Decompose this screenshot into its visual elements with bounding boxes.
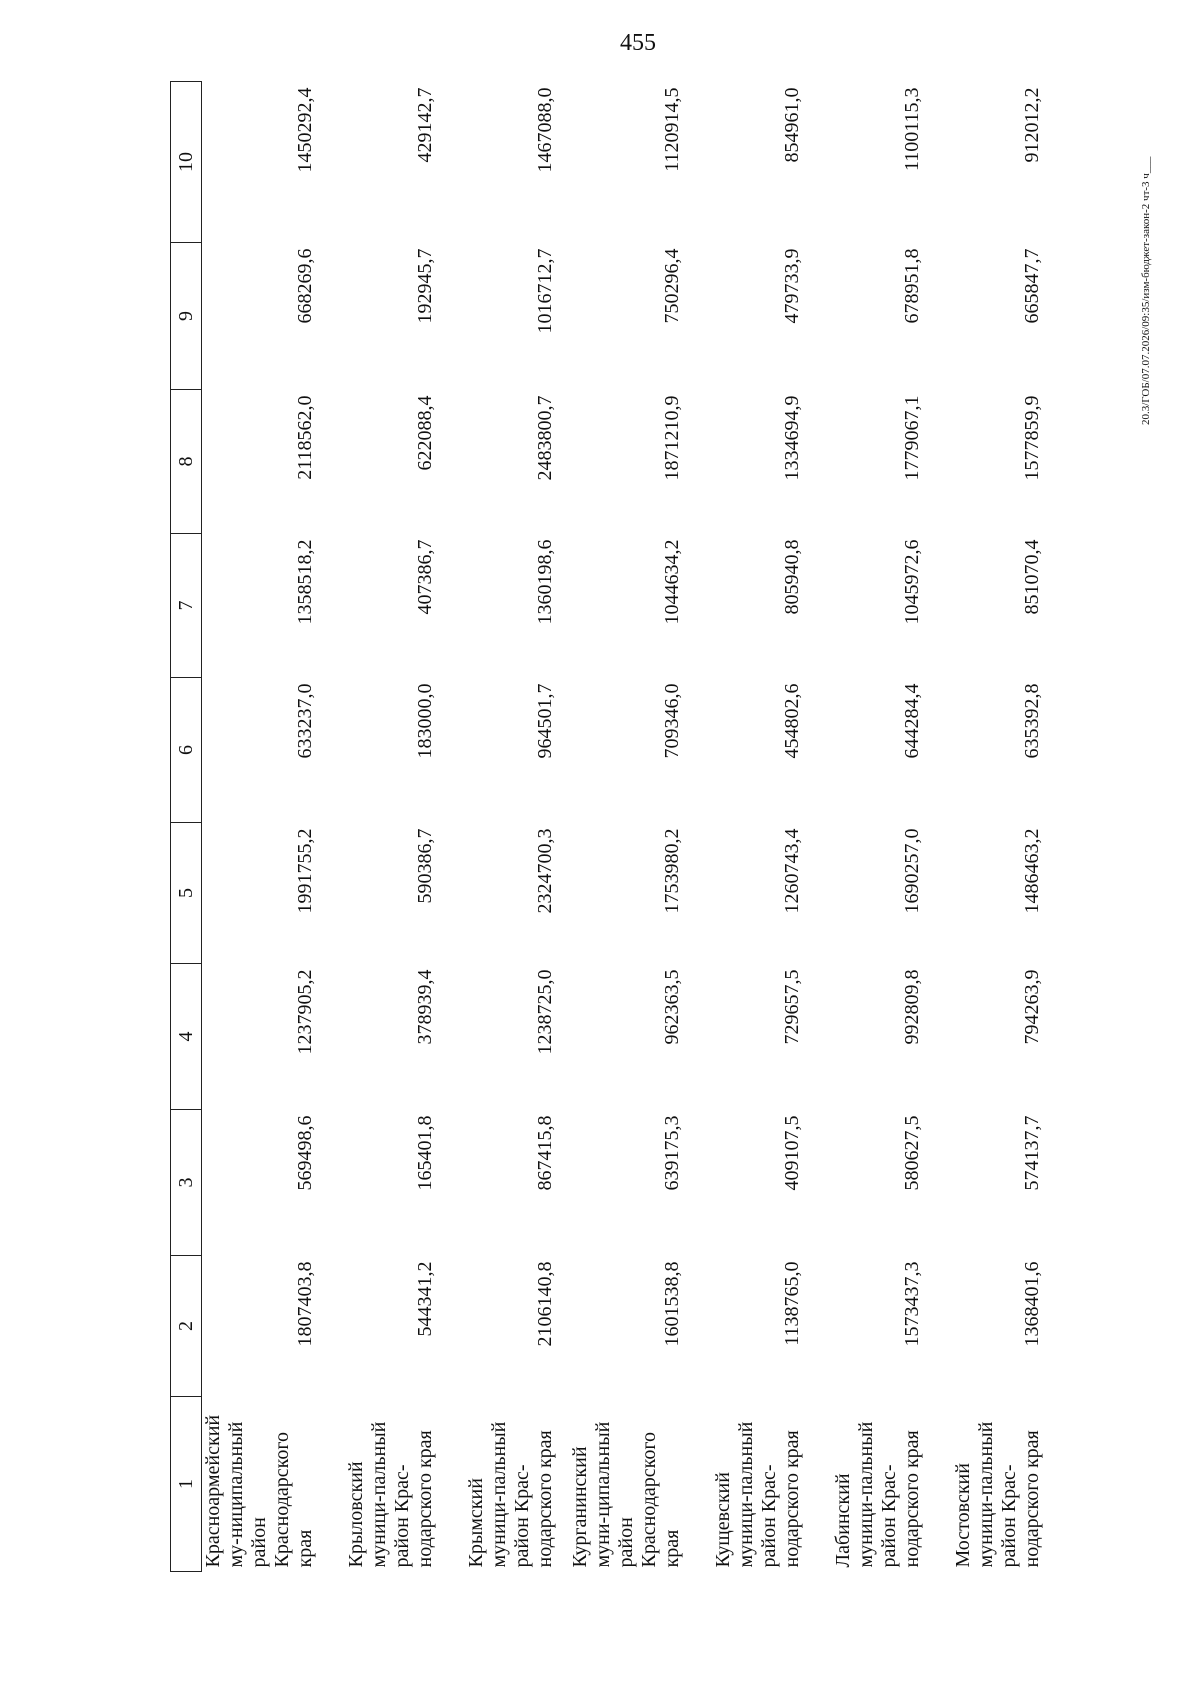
value-cell: 580627,5 [901, 1115, 923, 1191]
region-name: Красноармейский му-ниципальный район Краснодарского края [202, 1414, 316, 1568]
value-cell: 1260743,4 [781, 828, 803, 914]
value-cell: 1138765,0 [781, 1261, 803, 1346]
value-cell: 1120914,5 [661, 87, 683, 172]
table-row [569, 82, 696, 1572]
value-cell: 854961,0 [781, 87, 803, 163]
value-cell: 635392,8 [1021, 683, 1043, 759]
table-row [816, 82, 936, 1572]
column-header: 10 [171, 82, 202, 243]
value-cell: 1044634,2 [661, 539, 683, 625]
value-cell: 709346,0 [661, 683, 683, 759]
value-cell: 1368401,6 [1021, 1261, 1043, 1347]
value-cell: 633237,0 [294, 683, 316, 759]
value-cell: 750296,4 [661, 248, 683, 324]
value-cell: 590386,7 [414, 828, 436, 904]
value-cell: 867415,8 [534, 1115, 556, 1191]
value-cell: 1467088,0 [534, 87, 556, 173]
table-row [936, 82, 1056, 1572]
value-cell: 1486463,2 [1021, 828, 1043, 914]
region-name: Кущевский муници-пальный район Крас-нодарского края [712, 1421, 803, 1568]
value-cell: 1334694,9 [781, 395, 803, 481]
value-cell: 479733,9 [781, 248, 803, 324]
value-cell: 964501,7 [534, 683, 556, 759]
value-cell: 644284,4 [901, 683, 923, 759]
value-cell: 1573437,3 [901, 1261, 923, 1347]
value-cell: 409107,5 [781, 1115, 803, 1191]
column-header: 3 [171, 1110, 202, 1256]
value-cell: 1358518,2 [294, 539, 316, 625]
value-cell: 1237905,2 [294, 969, 316, 1055]
table-row [202, 82, 330, 1572]
value-cell: 1753980,2 [661, 828, 683, 914]
table-row [449, 82, 569, 1572]
column-header: 5 [171, 823, 202, 964]
value-cell: 2118562,0 [294, 395, 316, 480]
value-cell: 639175,3 [661, 1115, 683, 1191]
value-cell: 1991755,2 [294, 828, 316, 914]
value-cell: 962363,5 [661, 969, 683, 1045]
column-header: 6 [171, 678, 202, 823]
region-name: Крымский муници-пальный район Крас-нодарского края [465, 1421, 556, 1568]
value-cell: 574137,7 [1021, 1115, 1043, 1191]
column-header: 7 [171, 534, 202, 678]
value-cell: 1016712,7 [534, 248, 556, 334]
budget-table [170, 81, 1056, 1572]
region-name: Курганинский муни-ципальный район Краснодарского края [569, 1421, 683, 1568]
value-cell: 378939,4 [414, 969, 436, 1045]
value-cell: 912012,2 [1021, 87, 1043, 163]
column-header: 4 [171, 964, 202, 1110]
value-cell: 429142,7 [414, 87, 436, 163]
value-cell: 1360198,6 [534, 539, 556, 625]
value-cell: 665847,7 [1021, 248, 1043, 324]
value-cell: 1690257,0 [901, 828, 923, 914]
value-cell: 1779067,1 [901, 395, 923, 481]
value-cell: 1601538,8 [661, 1261, 683, 1347]
value-cell: 165401,8 [414, 1115, 436, 1191]
value-cell: 183000,0 [414, 683, 436, 759]
value-cell: 622088,4 [414, 395, 436, 471]
rotated-table-container [170, 82, 1043, 1572]
region-name: Крыловский муници-пальный район Крас-нодарского края [345, 1421, 436, 1568]
value-cell: 2106140,8 [534, 1261, 556, 1347]
value-cell: 794263,9 [1021, 969, 1043, 1045]
value-cell: 407386,7 [414, 539, 436, 615]
table-row [696, 82, 816, 1572]
column-header: 8 [171, 390, 202, 534]
region-name: Лабинский муници-пальный район Крас-нодарского края [832, 1421, 923, 1568]
value-cell: 1045972,6 [901, 539, 923, 625]
value-cell: 1100115,3 [901, 87, 923, 172]
column-header: 1 [171, 1397, 202, 1572]
value-cell: 1577859,9 [1021, 395, 1043, 481]
value-cell: 1450292,4 [294, 87, 316, 173]
value-cell: 544341,2 [414, 1261, 436, 1337]
value-cell: 992809,8 [901, 969, 923, 1045]
value-cell: 192945,7 [414, 248, 436, 324]
value-cell: 678951,8 [901, 248, 923, 324]
value-cell: 2483800,7 [534, 395, 556, 481]
value-cell: 2324700,3 [534, 828, 556, 914]
region-name: Мостовский муници-пальный район Крас-нодарского края [952, 1421, 1043, 1568]
value-cell: 1238725,0 [534, 969, 556, 1055]
document-code: 20.3/ГОБ/07.07.2026/09:35/изм-бюджет-закон-2 чт-3 ч___ [1140, 156, 1152, 425]
page-number: 455 [620, 30, 656, 56]
table-header-row [171, 82, 202, 1572]
value-cell: 729657,5 [781, 969, 803, 1045]
value-cell: 851070,4 [1021, 539, 1043, 615]
value-cell: 668269,6 [294, 248, 316, 324]
value-cell: 1871210,9 [661, 395, 683, 481]
table-row [329, 82, 449, 1572]
value-cell: 454802,6 [781, 683, 803, 759]
column-header: 2 [171, 1256, 202, 1397]
column-header: 9 [171, 243, 202, 390]
value-cell: 569498,6 [294, 1115, 316, 1191]
value-cell: 805940,8 [781, 539, 803, 615]
value-cell: 1807403,8 [294, 1261, 316, 1347]
